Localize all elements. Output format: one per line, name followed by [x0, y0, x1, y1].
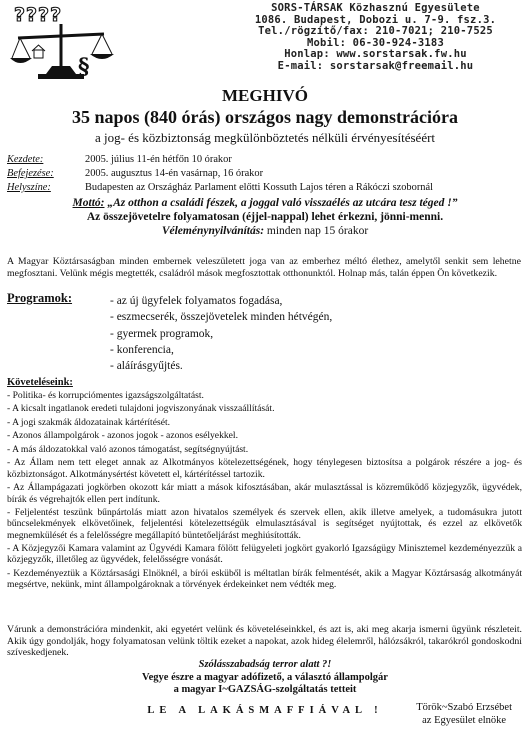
document-headline: 35 napos (840 órás) országos nagy demonstrációra	[72, 107, 458, 127]
organization-name: SORS-TÁRSAK Közhasznú Egyesülete	[271, 2, 480, 14]
motto-text: „Az otthon a családi fészek, a joggal való visszaélés az utcára tesz téged !”	[107, 197, 458, 209]
list-item: - A kicsalt ingatlanok eredeti tulajdoni jogviszonyának visszaállítását.	[7, 403, 275, 415]
detail-value: Budapesten az Országház Parlament előtti Kossuth Lajos téren a Rákóczi szobornál	[85, 182, 433, 193]
list-item: - eszmecserék, összejövetelek minden hétvégén,	[110, 311, 333, 324]
list-item: - gyermek programok,	[110, 327, 214, 340]
programs-list	[110, 293, 332, 374]
organization-letterhead	[228, 3, 523, 73]
signer-name: Török~Szabó Erzsébet	[416, 702, 512, 713]
document-title: MEGHIVÓ	[222, 86, 308, 105]
detail-row-start	[7, 153, 433, 167]
programs-heading: Programok:	[7, 291, 73, 305]
organization-phone: Tel./rögzítő/fax: 210-7021; 210-7525	[258, 25, 493, 38]
list-item: - aláírásgyűjtés.	[110, 360, 183, 373]
list-item: - A jogi szakmák áldozatainak kártérítését.	[7, 416, 171, 428]
list-item: - konferencia,	[110, 343, 174, 356]
detail-row-location	[7, 181, 433, 195]
list-item: - A Közjegyzői Kamara valamint az Ügyvédi Kamara fölött felügyeleti jogkört gyakorló Igazságügy Minisztemel kezdeményezzük a közjegyzők, illetőleg az ügyvédek, felelősségre vonását.	[7, 543, 522, 566]
list-item: - Politika- és korrupciómentes igazságszolgáltatást.	[7, 390, 204, 401]
motto-label: Mottó:	[72, 197, 105, 209]
slogan-line: LE A LAKÁSMAFFIÁVAL !	[147, 704, 383, 716]
detail-label: Befejezése:	[7, 168, 54, 179]
list-item: - Azonos állampolgárok - azonos jogok - azonos esélyekkel.	[7, 430, 238, 442]
opinion-label: Véleménynyilvánítás:	[161, 225, 265, 237]
list-item: - az új ügyfelek folyamatos fogadása,	[110, 295, 283, 307]
list-item: - Az Állampágazati jogkörben okozott kár miatt a mások kifosztásában, akár mulasztással is közreműködő közjegyzők, ügyvédek, bírák és végrehajtók ellen pert indítunk.	[7, 482, 522, 505]
slogan-line: Vegye észre a magyar adófizető, a választó állampolgár	[142, 671, 388, 683]
list-item: - Az Állam nem tett eleget annak az Alkotmányos kötelezettségének, hogy ténylegesen biztosítsa a polgárok részére a jog- és közbiztonságot. Alkotmánysértést követett el, kártérítéssel tartozik.	[7, 457, 522, 480]
organization-address: 1086. Budapest, Dobozi u. 7-9. fsz.3.	[254, 13, 497, 26]
list-item: - Feljelentést teszünk bűnpártolás miatt azon hivatalos személyek és szervek ellen, akik illetve amelyek, a tudomásukra jutott bűncselekmények elkövetőinek, feljelentési kötelezettségük elmulasztásával is segítséget nyújtottak, és ezzel az elkövetők megnemkülését és a felelősségre megállapító büntetőeljárást meghiúsították.	[7, 506, 522, 541]
motto-arrival-note: Az összejövetelre folyamatosan (éjjel-nappal) lehet érkezni, jönni-menni.	[86, 211, 444, 223]
motto-block	[0, 196, 530, 238]
detail-label: Helyszíne:	[7, 182, 51, 193]
svg-text:§: §	[78, 54, 90, 80]
opinion-value: minden nap 15 órakor	[266, 225, 369, 237]
list-item: - Kezdeményeztük a Köztársasági Elnöknél, a bírói esküből is méltatlan bírák felmentését, akik a Magyar Köztársaság alkotmányát megsértve, nekünk, mint állampolgároknak a törvények érdekeinket nem védték meg.	[7, 567, 522, 591]
signer-title: az Egyesület elnöke	[422, 715, 507, 726]
closing-paragraph: Várunk a demonstrációra mindenkit, aki egyetért velünk és követeléseinkkel, és azt is, aki meg akarja ismerni ügyünk részleteit. Akik úgy gondolják, hogy folyamatosan velünk töltik ezeket a napokat, azok hideg élelemről, hálózsákról, takarókról gondoskodni szíveskedjenek.	[7, 624, 522, 658]
organization-homepage: Honlap: www.sorstarsak.fw.hu	[284, 48, 467, 61]
detail-value: 2005. augusztus 14-én vasárnap, 16 órakor	[85, 168, 264, 179]
detail-label: Kezdete:	[7, 154, 44, 165]
logo-question-marks: ????	[14, 4, 63, 26]
requirements-list	[7, 390, 522, 593]
motto-line	[0, 196, 530, 210]
slogan-line: Szólásszabadság terror alatt ?!	[198, 659, 332, 670]
signature-block	[416, 701, 512, 727]
detail-value: 2005. július 11-én hétfőn 10 órakor	[85, 154, 232, 165]
document-subheadline: a jog- és közbiztonság megkülönböztetés nélküli érvényesítéséért	[94, 130, 436, 145]
organization-email: E-mail: sorstarsak@freemail.hu	[277, 59, 474, 72]
intro-paragraph: A Magyar Köztársaságban minden embernek veleszületett joga van az emberhez méltó élethez, amelytől senkit sem lehetne megfosztani. Velünk mégis megtették, családról mások megfosztottak otthonunktól. Holnap más, talán éppen Ön következik.	[7, 256, 521, 279]
organization-mobile: Mobil: 06-30-924-3183	[307, 36, 444, 49]
scales-of-justice-logo	[6, 4, 116, 86]
detail-row-end	[7, 167, 433, 181]
event-details	[7, 153, 433, 195]
slogan-line: a magyar I~GAZSÁG-szolgáltatás tetteit	[173, 684, 357, 695]
requirements-heading: Követeléseink:	[7, 377, 73, 388]
opinion-line	[0, 224, 530, 238]
list-item: - A más áldozatokkal való azonos támogatást, segítségnyújtást.	[7, 443, 249, 455]
